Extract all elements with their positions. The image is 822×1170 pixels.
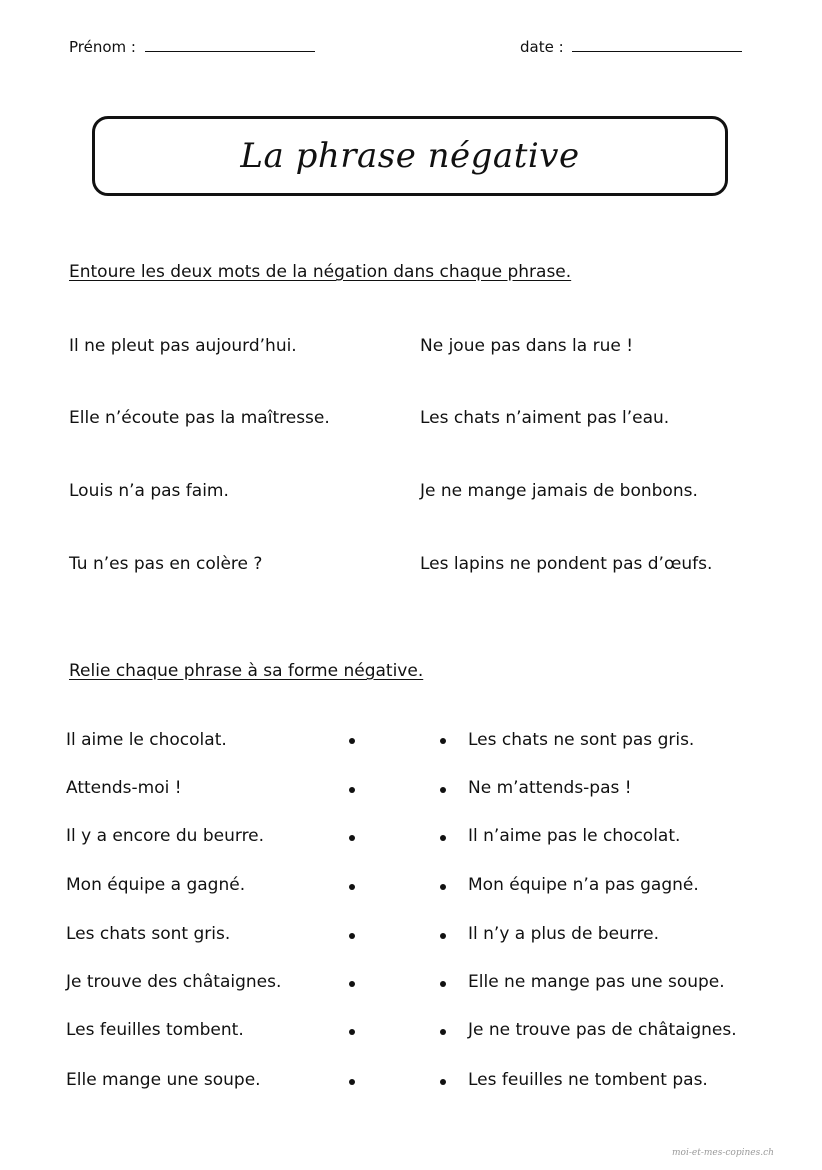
match-dot-left[interactable] bbox=[349, 1029, 355, 1035]
ex2-left-sentence: Elle mange une soupe. bbox=[66, 1070, 261, 1090]
ex2-left-sentence: Attends-moi ! bbox=[66, 778, 182, 798]
match-dot-right[interactable] bbox=[440, 1079, 446, 1085]
ex2-left-sentence: Il aime le chocolat. bbox=[66, 730, 227, 750]
ex2-right-sentence: Les chats ne sont pas gris. bbox=[468, 730, 695, 750]
match-dot-right[interactable] bbox=[440, 1029, 446, 1035]
ex1-left-sentence: Louis n’a pas faim. bbox=[69, 481, 229, 501]
match-dot-left[interactable] bbox=[349, 884, 355, 890]
date-label: date : bbox=[520, 38, 564, 56]
ex2-left-sentence: Mon équipe a gagné. bbox=[66, 875, 246, 895]
match-dot-left[interactable] bbox=[349, 787, 355, 793]
ex2-left-sentence: Les chats sont gris. bbox=[66, 924, 231, 944]
match-dot-right[interactable] bbox=[440, 933, 446, 939]
prenom-input-line[interactable] bbox=[145, 37, 315, 52]
prenom-label: Prénom : bbox=[69, 38, 136, 56]
exercise1-instruction: Entoure les deux mots de la négation dans chaque phrase. bbox=[69, 262, 572, 282]
match-dot-right[interactable] bbox=[440, 787, 446, 793]
ex1-right-sentence: Les chats n’aiment pas l’eau. bbox=[420, 408, 670, 428]
match-dot-left[interactable] bbox=[349, 835, 355, 841]
ex2-left-sentence: Il y a encore du beurre. bbox=[66, 826, 265, 846]
ex2-right-sentence: Ne m’attends-pas ! bbox=[468, 778, 632, 798]
match-dot-right[interactable] bbox=[440, 981, 446, 987]
ex1-left-sentence: Il ne pleut pas aujourd’hui. bbox=[69, 336, 297, 356]
match-dot-left[interactable] bbox=[349, 933, 355, 939]
watermark: moi-et-mes-copines.ch bbox=[672, 1148, 774, 1158]
ex2-left-sentence: Les feuilles tombent. bbox=[66, 1020, 244, 1040]
match-dot-left[interactable] bbox=[349, 738, 355, 744]
exercise2-instruction: Relie chaque phrase à sa forme négative. bbox=[69, 661, 424, 681]
ex2-right-sentence: Elle ne mange pas une soupe. bbox=[468, 972, 725, 992]
ex1-right-sentence: Les lapins ne pondent pas d’œufs. bbox=[420, 554, 713, 574]
ex2-right-sentence: Mon équipe n’a pas gagné. bbox=[468, 875, 699, 895]
title-box bbox=[92, 116, 728, 196]
ex2-left-sentence: Je trouve des châtaignes. bbox=[66, 972, 282, 992]
ex1-right-sentence: Ne joue pas dans la rue ! bbox=[420, 336, 634, 356]
match-dot-right[interactable] bbox=[440, 835, 446, 841]
ex1-left-sentence: Tu n’es pas en colère ? bbox=[69, 554, 263, 574]
page-title: La phrase négative bbox=[240, 136, 580, 176]
ex1-right-sentence: Je ne mange jamais de bonbons. bbox=[420, 481, 698, 501]
match-dot-left[interactable] bbox=[349, 1079, 355, 1085]
ex1-left-sentence: Elle n’écoute pas la maîtresse. bbox=[69, 408, 330, 428]
ex2-right-sentence: Je ne trouve pas de châtaignes. bbox=[468, 1020, 737, 1040]
ex2-right-sentence: Les feuilles ne tombent pas. bbox=[468, 1070, 708, 1090]
prenom-field bbox=[69, 37, 315, 56]
date-input-line[interactable] bbox=[572, 37, 742, 52]
ex2-right-sentence: Il n’aime pas le chocolat. bbox=[468, 826, 681, 846]
match-dot-right[interactable] bbox=[440, 884, 446, 890]
ex2-right-sentence: Il n’y a plus de beurre. bbox=[468, 924, 660, 944]
date-field bbox=[520, 37, 742, 56]
match-dot-left[interactable] bbox=[349, 981, 355, 987]
match-dot-right[interactable] bbox=[440, 738, 446, 744]
